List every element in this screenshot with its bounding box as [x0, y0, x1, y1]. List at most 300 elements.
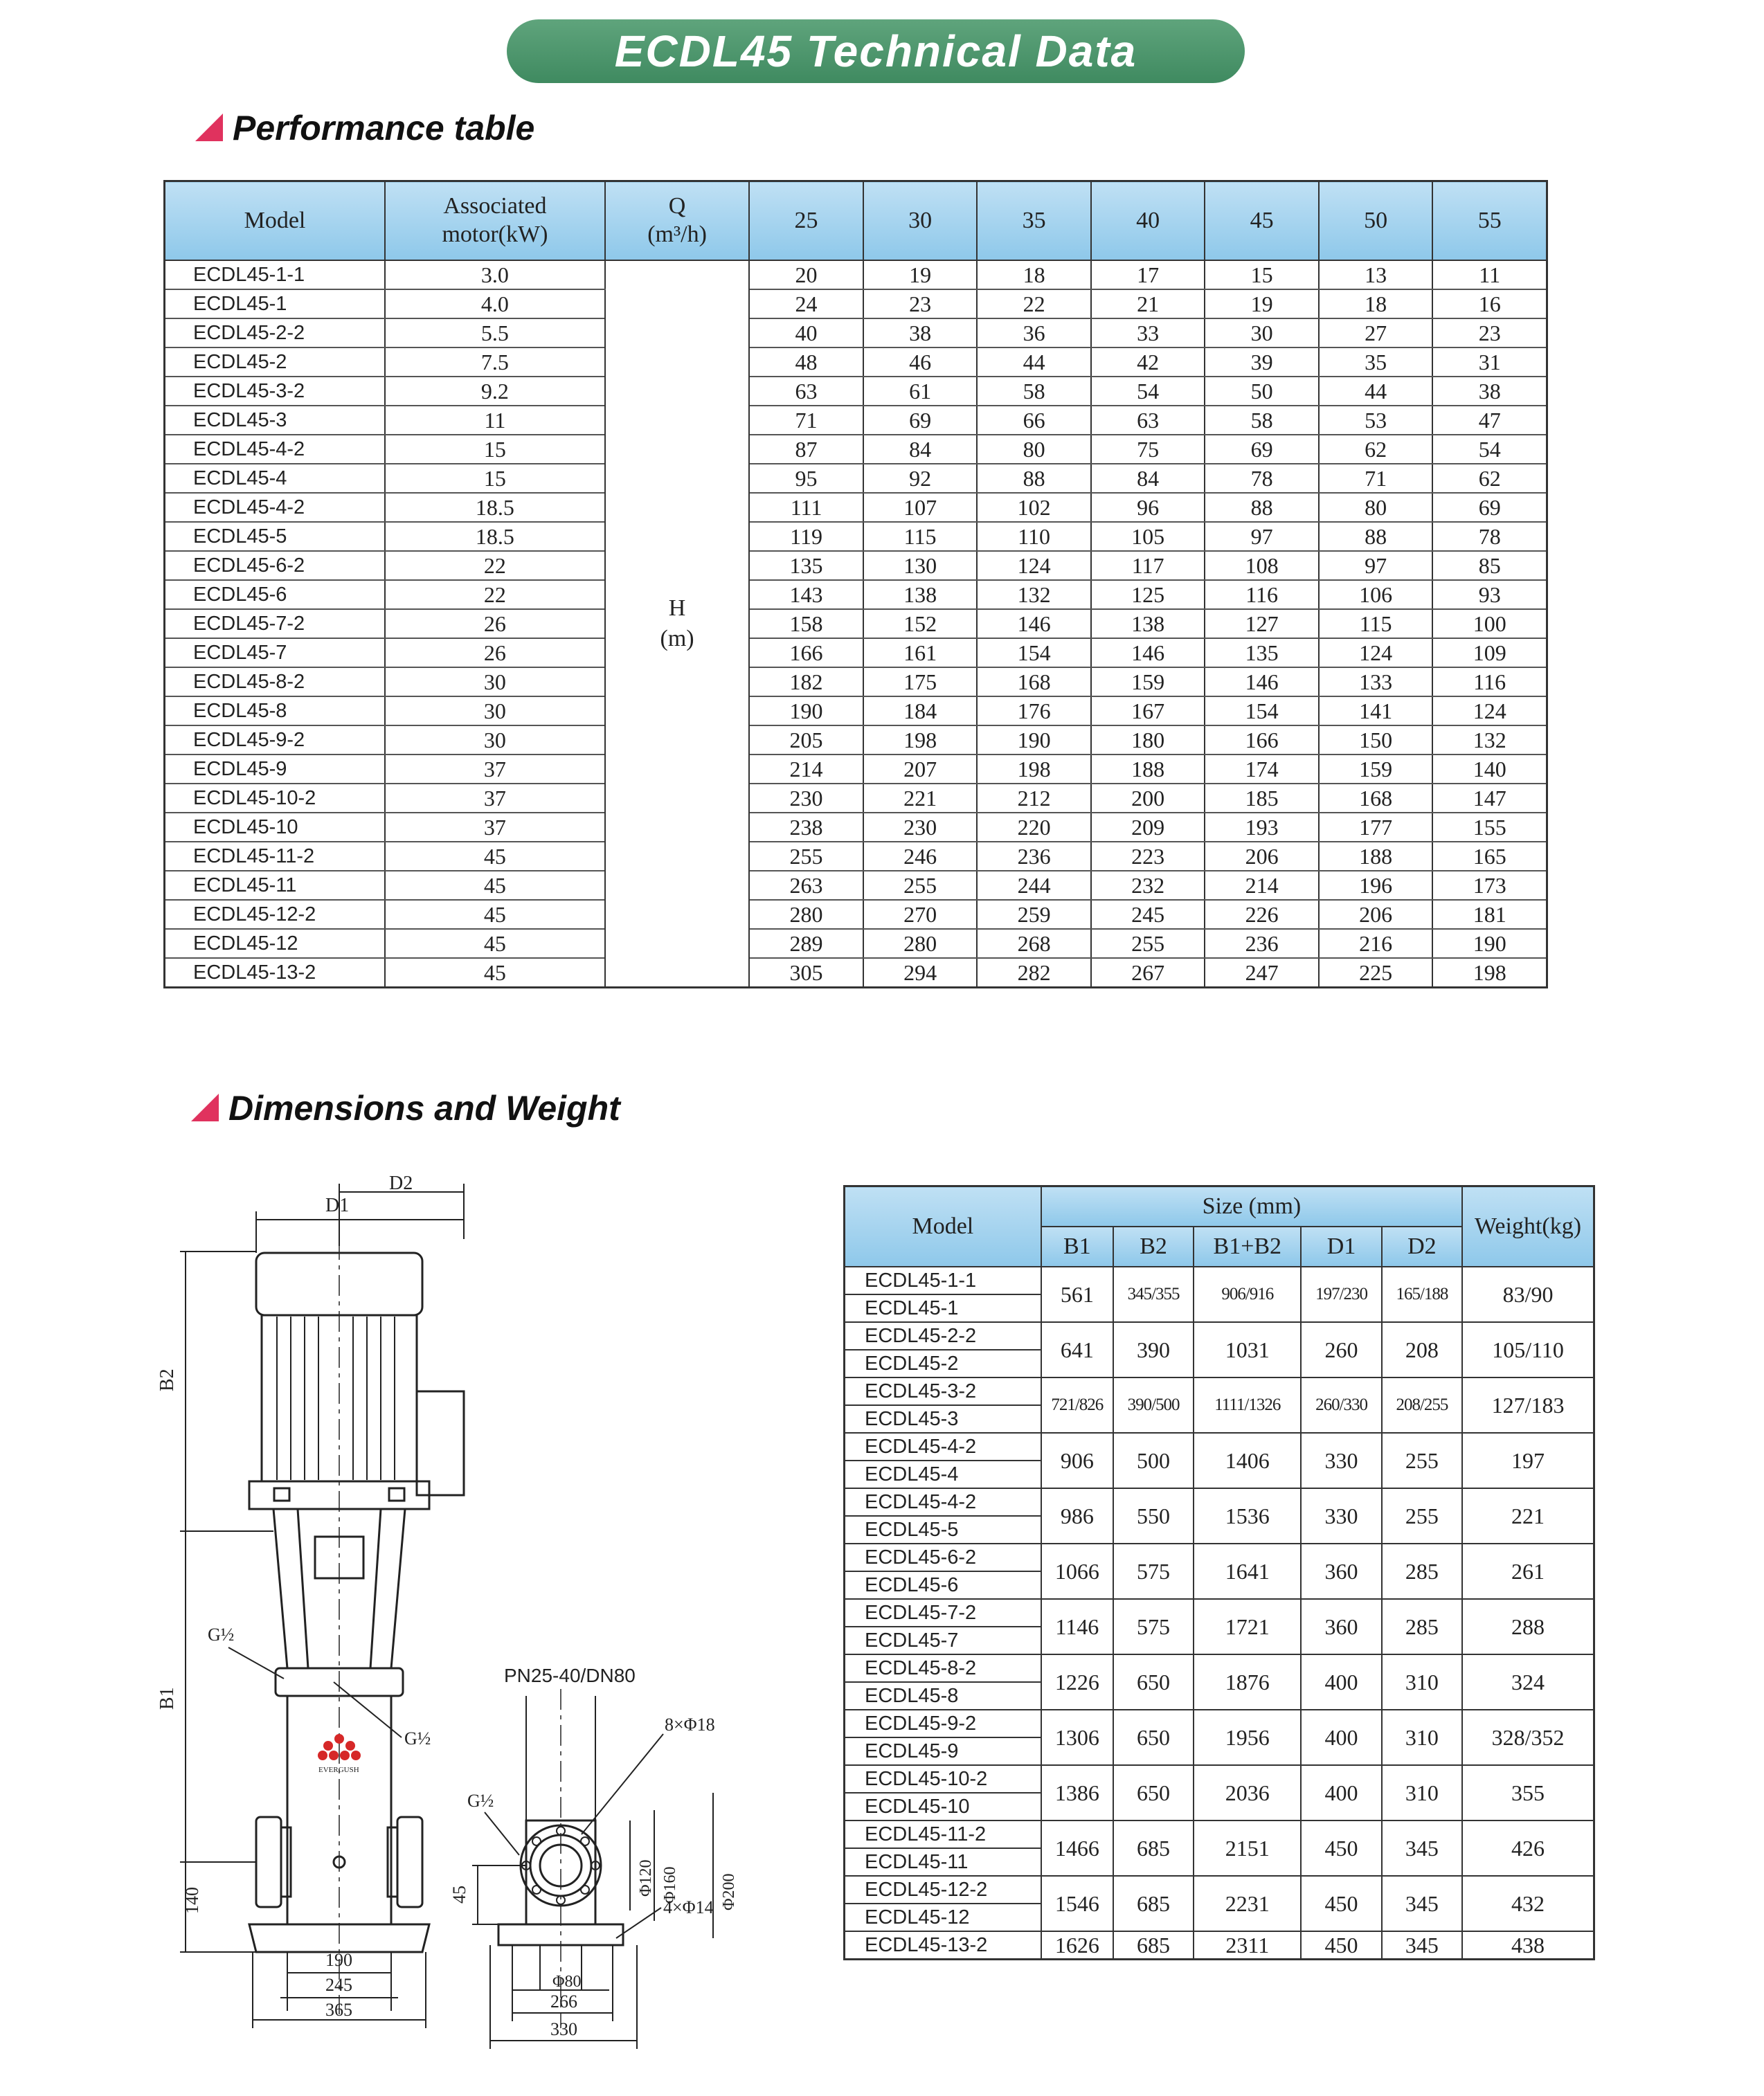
- head-value-cell: 88: [977, 464, 1091, 493]
- d2-cell: 310: [1382, 1654, 1462, 1710]
- model-cell: ECDL45-11: [845, 1848, 1041, 1876]
- table-row: [845, 1599, 1594, 1627]
- head-value-cell: 223: [1091, 842, 1205, 871]
- b1-cell: 641: [1041, 1322, 1113, 1377]
- table-row: [165, 522, 1547, 551]
- head-value-cell: 168: [1319, 784, 1433, 813]
- dim-header-d2: D2: [1382, 1227, 1462, 1267]
- head-value-cell: 23: [1432, 318, 1547, 347]
- head-value-cell: 230: [749, 784, 863, 813]
- head-value-cell: 212: [977, 784, 1091, 813]
- head-value-cell: 143: [749, 580, 863, 609]
- label-d1: D1: [325, 1195, 350, 1216]
- head-value-cell: 267: [1091, 958, 1205, 988]
- head-value-cell: 111: [749, 493, 863, 522]
- table-row: [165, 958, 1547, 988]
- head-value-cell: 53: [1319, 406, 1433, 435]
- head-value-cell: 31: [1432, 347, 1547, 377]
- head-value-cell: 198: [863, 725, 978, 755]
- model-cell: ECDL45-8-2: [165, 667, 385, 696]
- model-cell: ECDL45-2-2: [165, 318, 385, 347]
- header-flow: 55: [1432, 181, 1547, 261]
- header-model: Model: [165, 181, 385, 261]
- b1-cell: 1546: [1041, 1876, 1113, 1931]
- table-row: [845, 1488, 1594, 1516]
- motor-cell: 3.0: [385, 260, 605, 289]
- head-value-cell: 96: [1091, 493, 1205, 522]
- model-cell: ECDL45-9: [165, 755, 385, 784]
- head-value-cell: 62: [1319, 435, 1433, 464]
- head-value-cell: 124: [1319, 638, 1433, 667]
- b2-cell: 685: [1113, 1876, 1194, 1931]
- head-value-cell: 109: [1432, 638, 1547, 667]
- head-value-cell: 220: [977, 813, 1091, 842]
- dimensions-title-text: Dimensions and Weight: [228, 1089, 620, 1128]
- b1b2-cell: 2036: [1194, 1765, 1301, 1821]
- model-cell: ECDL45-6-2: [845, 1544, 1041, 1571]
- head-value-cell: 23: [863, 289, 978, 318]
- label-190: 190: [325, 1950, 352, 1970]
- motor-cell: 30: [385, 696, 605, 725]
- head-value-cell: 100: [1432, 609, 1547, 638]
- table-row: [165, 580, 1547, 609]
- b2-cell: 390: [1113, 1322, 1194, 1377]
- head-value-cell: 44: [1319, 377, 1433, 406]
- model-cell: ECDL45-4-2: [845, 1488, 1041, 1516]
- head-value-cell: 44: [977, 347, 1091, 377]
- table-row: [165, 260, 1547, 289]
- head-value-cell: 36: [977, 318, 1091, 347]
- head-value-cell: 84: [863, 435, 978, 464]
- head-value-cell: 190: [977, 725, 1091, 755]
- b2-cell: 650: [1113, 1654, 1194, 1710]
- d2-cell: 310: [1382, 1710, 1462, 1765]
- model-cell: ECDL45-5: [845, 1516, 1041, 1544]
- table-row: [165, 406, 1547, 435]
- b1-cell: 561: [1041, 1267, 1113, 1322]
- weight-cell: 426: [1462, 1821, 1594, 1876]
- model-cell: ECDL45-4-2: [845, 1433, 1041, 1461]
- head-value-cell: 40: [749, 318, 863, 347]
- weight-cell: 324: [1462, 1654, 1594, 1710]
- dim-header-d1: D1: [1301, 1227, 1381, 1267]
- head-value-cell: 268: [977, 929, 1091, 958]
- table-row: [165, 464, 1547, 493]
- dim-header-model: Model: [845, 1186, 1041, 1267]
- motor-cell: 18.5: [385, 522, 605, 551]
- model-cell: ECDL45-1: [165, 289, 385, 318]
- motor-cell: 30: [385, 667, 605, 696]
- d2-cell: 345: [1382, 1931, 1462, 1960]
- header-flow: 30: [863, 181, 978, 261]
- head-value-cell: 138: [1091, 609, 1205, 638]
- head-value-cell: 30: [1205, 318, 1319, 347]
- head-value-cell: 270: [863, 900, 978, 929]
- header-flow: 25: [749, 181, 863, 261]
- d1-cell: 260/330: [1301, 1377, 1381, 1433]
- head-value-cell: 168: [977, 667, 1091, 696]
- table-row: [845, 1544, 1594, 1571]
- model-cell: ECDL45-12-2: [845, 1876, 1041, 1904]
- head-value-cell: 196: [1319, 871, 1433, 900]
- table-row: [845, 1710, 1594, 1737]
- head-value-cell: 46: [863, 347, 978, 377]
- table-row: [165, 725, 1547, 755]
- d1-cell: 330: [1301, 1488, 1381, 1544]
- head-value-cell: 135: [1205, 638, 1319, 667]
- head-value-cell: 236: [1205, 929, 1319, 958]
- head-value-cell: 66: [977, 406, 1091, 435]
- d1-cell: 450: [1301, 1876, 1381, 1931]
- table-row: [165, 347, 1547, 377]
- model-cell: ECDL45-12-2: [165, 900, 385, 929]
- model-cell: ECDL45-4: [845, 1461, 1041, 1488]
- dimensions-section-title: [191, 1088, 620, 1128]
- head-value-cell: 80: [1319, 493, 1433, 522]
- head-value-cell: 35: [1319, 347, 1433, 377]
- table-row: [845, 1654, 1594, 1682]
- head-value-cell: 146: [1091, 638, 1205, 667]
- head-value-cell: 71: [1319, 464, 1433, 493]
- head-value-cell: 209: [1091, 813, 1205, 842]
- dim-header-weight: Weight(kg): [1462, 1186, 1594, 1267]
- weight-cell: 261: [1462, 1544, 1594, 1599]
- label-phi160: Φ160: [661, 1866, 679, 1904]
- head-value-cell: 146: [977, 609, 1091, 638]
- b1-cell: 721/826: [1041, 1377, 1113, 1433]
- head-value-cell: 11: [1432, 260, 1547, 289]
- table-row: [165, 638, 1547, 667]
- head-value-cell: 15: [1205, 260, 1319, 289]
- head-value-cell: 21: [1091, 289, 1205, 318]
- performance-table: [163, 180, 1548, 988]
- table-row: [845, 1821, 1594, 1848]
- head-value-cell: 280: [749, 900, 863, 929]
- b2-cell: 650: [1113, 1765, 1194, 1821]
- b1-cell: 1146: [1041, 1599, 1113, 1654]
- table-row: [165, 900, 1547, 929]
- header-flow: 45: [1205, 181, 1319, 261]
- table-row: [845, 1765, 1594, 1793]
- head-value-cell: 88: [1319, 522, 1433, 551]
- table-row: [165, 871, 1547, 900]
- model-cell: ECDL45-7-2: [845, 1599, 1041, 1627]
- model-cell: ECDL45-4: [165, 464, 385, 493]
- motor-cell: 5.5: [385, 318, 605, 347]
- d2-cell: 285: [1382, 1599, 1462, 1654]
- header-flow: 40: [1091, 181, 1205, 261]
- table-row: [165, 755, 1547, 784]
- b2-cell: 390/500: [1113, 1377, 1194, 1433]
- head-value-cell: 245: [1091, 900, 1205, 929]
- model-cell: ECDL45-1-1: [165, 260, 385, 289]
- table-row: [165, 493, 1547, 522]
- head-value-cell: 159: [1091, 667, 1205, 696]
- weight-cell: 197: [1462, 1433, 1594, 1488]
- head-value-cell: 42: [1091, 347, 1205, 377]
- b1b2-cell: 1956: [1194, 1710, 1301, 1765]
- motor-cell: 9.2: [385, 377, 605, 406]
- triangle-marker-icon: [195, 114, 223, 141]
- head-value-cell: 188: [1319, 842, 1433, 871]
- d1-cell: 400: [1301, 1654, 1381, 1710]
- b1b2-cell: 906/916: [1194, 1267, 1301, 1322]
- head-value-cell: 38: [1432, 377, 1547, 406]
- head-value-cell: 116: [1432, 667, 1547, 696]
- head-value-cell: 305: [749, 958, 863, 988]
- head-value-cell: 185: [1205, 784, 1319, 813]
- head-value-cell: 61: [863, 377, 978, 406]
- head-value-cell: 282: [977, 958, 1091, 988]
- head-value-cell: 63: [1091, 406, 1205, 435]
- page-banner: ECDL45 Technical Data: [507, 19, 1245, 83]
- d1-cell: 400: [1301, 1765, 1381, 1821]
- head-value-cell: 17: [1091, 260, 1205, 289]
- b1b2-cell: 1111/1326: [1194, 1377, 1301, 1433]
- head-value-cell: 165: [1432, 842, 1547, 871]
- head-value-cell: 177: [1319, 813, 1433, 842]
- head-value-cell: 190: [1432, 929, 1547, 958]
- d2-cell: 345: [1382, 1876, 1462, 1931]
- table-row: [165, 551, 1547, 580]
- b1b2-cell: 1536: [1194, 1488, 1301, 1544]
- d2-cell: 255: [1382, 1433, 1462, 1488]
- performance-title-text: Performance table: [233, 109, 535, 147]
- weight-cell: 438: [1462, 1931, 1594, 1960]
- model-cell: ECDL45-1-1: [845, 1267, 1041, 1294]
- head-value-cell: 38: [863, 318, 978, 347]
- motor-cell: 7.5: [385, 347, 605, 377]
- table-row: [845, 1377, 1594, 1405]
- table-row: [165, 377, 1547, 406]
- label-flange: PN25-40/DN80: [504, 1665, 636, 1686]
- head-value-cell: 207: [863, 755, 978, 784]
- dimensions-table: [843, 1185, 1595, 1960]
- table-row: [165, 435, 1547, 464]
- d2-cell: 208: [1382, 1322, 1462, 1377]
- head-value-cell: 158: [749, 609, 863, 638]
- head-value-cell: 58: [1205, 406, 1319, 435]
- b1-cell: 1626: [1041, 1931, 1113, 1960]
- label-245: 245: [325, 1975, 352, 1995]
- weight-cell: 221: [1462, 1488, 1594, 1544]
- model-cell: ECDL45-7: [165, 638, 385, 667]
- head-value-cell: 124: [1432, 696, 1547, 725]
- motor-cell: 26: [385, 638, 605, 667]
- model-cell: ECDL45-3-2: [165, 377, 385, 406]
- head-value-cell: 78: [1432, 522, 1547, 551]
- motor-cell: 37: [385, 813, 605, 842]
- motor-cell: 45: [385, 842, 605, 871]
- head-value-cell: 166: [749, 638, 863, 667]
- model-cell: ECDL45-6: [845, 1571, 1041, 1599]
- head-value-cell: 47: [1432, 406, 1547, 435]
- head-value-cell: 150: [1319, 725, 1433, 755]
- head-value-cell: 140: [1432, 755, 1547, 784]
- b1b2-cell: 2151: [1194, 1821, 1301, 1876]
- head-value-cell: 238: [749, 813, 863, 842]
- head-value-cell: 110: [977, 522, 1091, 551]
- model-cell: ECDL45-4-2: [165, 435, 385, 464]
- table-row: [165, 696, 1547, 725]
- table-row: [845, 1433, 1594, 1461]
- head-value-cell: 188: [1091, 755, 1205, 784]
- model-cell: ECDL45-6-2: [165, 551, 385, 580]
- model-cell: ECDL45-8-2: [845, 1654, 1041, 1682]
- weight-cell: 432: [1462, 1876, 1594, 1931]
- head-value-cell: 289: [749, 929, 863, 958]
- head-value-cell: 119: [749, 522, 863, 551]
- dim-header-size: Size (mm): [1041, 1186, 1462, 1227]
- header-flow: 50: [1319, 181, 1433, 261]
- head-value-cell: 116: [1205, 580, 1319, 609]
- label-330: 330: [550, 2019, 577, 2039]
- head-value-cell: 175: [863, 667, 978, 696]
- motor-cell: 45: [385, 871, 605, 900]
- table-row: [845, 1267, 1594, 1294]
- table-row: [165, 318, 1547, 347]
- model-cell: ECDL45-13-2: [845, 1931, 1041, 1960]
- head-value-cell: 221: [863, 784, 978, 813]
- label-bolts: 8×Φ18: [665, 1715, 715, 1735]
- head-value-cell: 48: [749, 347, 863, 377]
- head-value-cell: 124: [977, 551, 1091, 580]
- b1b2-cell: 1641: [1194, 1544, 1301, 1599]
- model-cell: ECDL45-10-2: [845, 1765, 1041, 1793]
- model-cell: ECDL45-2-2: [845, 1322, 1041, 1350]
- head-value-cell: 102: [977, 493, 1091, 522]
- model-cell: ECDL45-11-2: [845, 1821, 1041, 1848]
- label-b2: B2: [156, 1368, 178, 1391]
- b1b2-cell: 1406: [1194, 1433, 1301, 1488]
- head-value-cell: 84: [1091, 464, 1205, 493]
- head-value-cell: 152: [863, 609, 978, 638]
- head-value-cell: 236: [977, 842, 1091, 871]
- model-cell: ECDL45-12: [165, 929, 385, 958]
- motor-cell: 26: [385, 609, 605, 638]
- head-value-cell: 159: [1319, 755, 1433, 784]
- head-value-cell: 263: [749, 871, 863, 900]
- head-value-cell: 259: [977, 900, 1091, 929]
- b2-cell: 685: [1113, 1931, 1194, 1960]
- head-value-cell: 33: [1091, 318, 1205, 347]
- model-cell: ECDL45-3: [165, 406, 385, 435]
- head-value-cell: 97: [1205, 522, 1319, 551]
- head-value-cell: 174: [1205, 755, 1319, 784]
- head-value-cell: 18: [1319, 289, 1433, 318]
- head-value-cell: 130: [863, 551, 978, 580]
- table-row: [165, 667, 1547, 696]
- model-cell: ECDL45-7: [845, 1627, 1041, 1654]
- table-row: [845, 1876, 1594, 1904]
- motor-cell: 18.5: [385, 493, 605, 522]
- weight-cell: 328/352: [1462, 1710, 1594, 1765]
- table-row: [165, 609, 1547, 638]
- head-value-cell: 255: [1091, 929, 1205, 958]
- head-value-cell: 246: [863, 842, 978, 871]
- head-value-cell: 108: [1205, 551, 1319, 580]
- label-phi120: Φ120: [637, 1859, 655, 1897]
- head-value-cell: 198: [977, 755, 1091, 784]
- label-g-half-2: G½: [404, 1728, 431, 1749]
- head-value-cell: 115: [863, 522, 978, 551]
- b1b2-cell: 1031: [1194, 1322, 1301, 1377]
- dim-header-b2: B2: [1113, 1227, 1194, 1267]
- d1-cell: 260: [1301, 1322, 1381, 1377]
- head-value-cell: 62: [1432, 464, 1547, 493]
- b1b2-cell: 2311: [1194, 1931, 1301, 1960]
- head-value-cell: 181: [1432, 900, 1547, 929]
- b2-cell: 550: [1113, 1488, 1194, 1544]
- head-value-cell: 69: [1205, 435, 1319, 464]
- head-value-cell: 97: [1319, 551, 1433, 580]
- head-value-cell: 22: [977, 289, 1091, 318]
- head-value-cell: 180: [1091, 725, 1205, 755]
- motor-cell: 30: [385, 725, 605, 755]
- head-value-cell: 85: [1432, 551, 1547, 580]
- table-row: [845, 1322, 1594, 1350]
- b1b2-cell: 2231: [1194, 1876, 1301, 1931]
- motor-cell: 37: [385, 755, 605, 784]
- model-cell: ECDL45-9-2: [165, 725, 385, 755]
- head-value-cell: 63: [749, 377, 863, 406]
- model-cell: ECDL45-12: [845, 1904, 1041, 1931]
- b1-cell: 1066: [1041, 1544, 1113, 1599]
- head-value-cell: 135: [749, 551, 863, 580]
- head-value-cell: 230: [863, 813, 978, 842]
- model-cell: ECDL45-10: [165, 813, 385, 842]
- head-value-cell: 225: [1319, 958, 1433, 988]
- head-value-cell: 105: [1091, 522, 1205, 551]
- head-value-cell: 154: [977, 638, 1091, 667]
- head-value-cell: 255: [863, 871, 978, 900]
- b2-cell: 685: [1113, 1821, 1194, 1876]
- label-45: 45: [449, 1886, 469, 1904]
- head-value-cell: 147: [1432, 784, 1547, 813]
- head-value-cell: 117: [1091, 551, 1205, 580]
- weight-cell: 83/90: [1462, 1267, 1594, 1322]
- head-value-cell: 198: [1432, 958, 1547, 988]
- b1-cell: 986: [1041, 1488, 1113, 1544]
- d2-cell: 310: [1382, 1765, 1462, 1821]
- head-value-cell: 138: [863, 580, 978, 609]
- table-row: [165, 813, 1547, 842]
- head-value-cell: 226: [1205, 900, 1319, 929]
- head-value-cell: 205: [749, 725, 863, 755]
- dim-header-b1: B1: [1041, 1227, 1113, 1267]
- header-q: Q (m³/h): [605, 181, 749, 261]
- performance-section-title: [195, 108, 534, 148]
- motor-cell: 4.0: [385, 289, 605, 318]
- weight-cell: 127/183: [1462, 1377, 1594, 1433]
- head-value-cell: 141: [1319, 696, 1433, 725]
- model-cell: ECDL45-9-2: [845, 1710, 1041, 1737]
- model-cell: ECDL45-10: [845, 1793, 1041, 1821]
- model-cell: ECDL45-5: [165, 522, 385, 551]
- weight-cell: 105/110: [1462, 1322, 1594, 1377]
- model-cell: ECDL45-9: [845, 1737, 1041, 1765]
- motor-cell: 45: [385, 929, 605, 958]
- head-value-cell: 166: [1205, 725, 1319, 755]
- d1-cell: 330: [1301, 1433, 1381, 1488]
- brand-logo-text: EVERGUSH: [318, 1766, 359, 1774]
- head-value-cell: 200: [1091, 784, 1205, 813]
- head-value-cell: 244: [977, 871, 1091, 900]
- b2-cell: 345/355: [1113, 1267, 1194, 1322]
- head-value-cell: 20: [749, 260, 863, 289]
- head-value-cell: 133: [1319, 667, 1433, 696]
- label-365: 365: [325, 2000, 352, 2020]
